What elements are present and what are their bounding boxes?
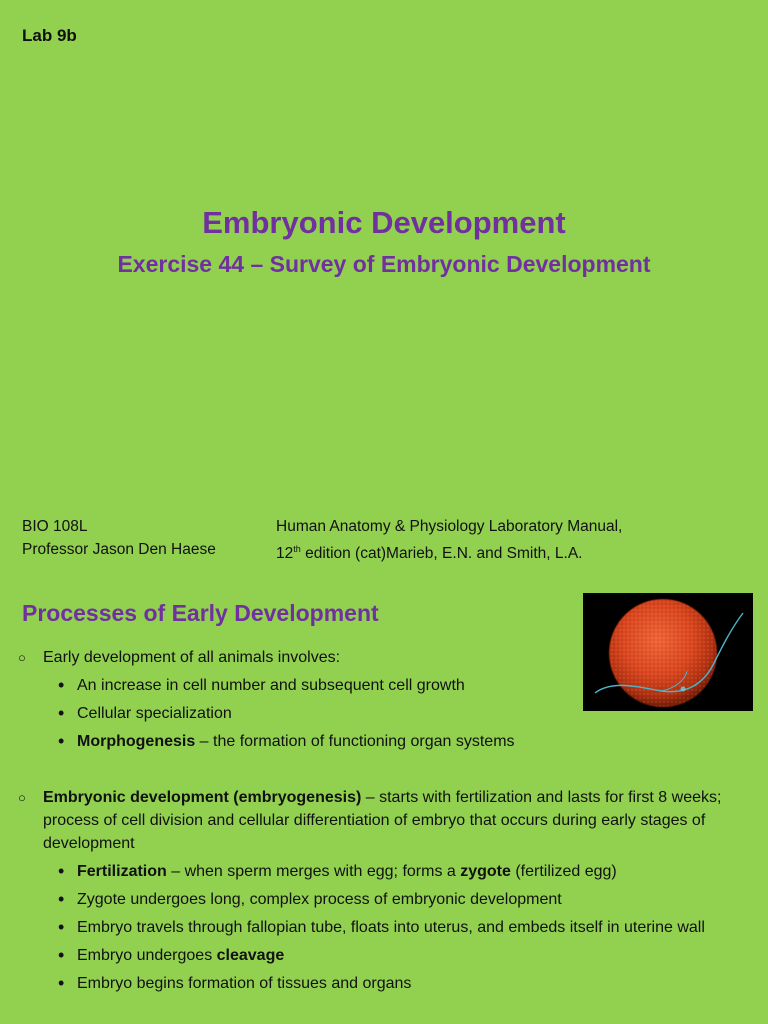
- spacer: [18, 753, 748, 786]
- edition-number: 12: [276, 545, 294, 563]
- dot-bullet-icon: •: [58, 675, 65, 695]
- section-heading: Processes of Early Development: [22, 600, 379, 626]
- bullet-text: Zygote undergoes long, complex process of embryonic development: [77, 891, 562, 908]
- page-title: Embryonic Development: [202, 205, 566, 240]
- page-subtitle: Exercise 44 – Survey of Embryonic Development: [117, 251, 651, 277]
- term-zygote: zygote: [460, 863, 511, 880]
- dot-bullet-icon: •: [58, 703, 65, 723]
- bullet-text: Early development of all animals involves:: [43, 649, 341, 666]
- list-item: [18, 860, 748, 883]
- dot-bullet-icon: •: [58, 917, 65, 937]
- bullet-text: – when sperm merges with egg; forms a: [166, 863, 461, 880]
- bullet-text: Cellular specialization: [77, 705, 232, 722]
- term-cleavage: cleavage: [216, 947, 285, 964]
- term-morphogenesis: Morphogenesis: [77, 733, 196, 750]
- term-embryonic-development: Embryonic development (embryogenesis): [43, 789, 362, 806]
- list-item: [18, 646, 748, 669]
- edition-suffix: th: [293, 544, 301, 554]
- dot-bullet-icon: •: [58, 889, 65, 909]
- dot-bullet-icon: •: [58, 973, 65, 993]
- list-item: [18, 972, 748, 995]
- circle-bullet-icon: ○: [18, 650, 26, 665]
- bullet-text: Embryo undergoes: [77, 947, 217, 964]
- list-item: [18, 786, 748, 855]
- bullet-text: (fertilized egg): [510, 863, 617, 880]
- list-item: [18, 702, 748, 725]
- professor-name: Professor Jason Den Haese: [22, 541, 216, 558]
- bullet-text: Embryo travels through fallopian tube, floats into uterus, and embeds itself in uterine wall: [77, 919, 705, 936]
- list-item: [18, 730, 748, 753]
- dot-bullet-icon: •: [58, 731, 65, 751]
- dot-bullet-icon: •: [58, 861, 65, 881]
- circle-bullet-icon: ○: [18, 790, 26, 805]
- list-item: [18, 888, 748, 911]
- bullet-text: – starts with fertilization and lasts for first 8 weeks; process of cell division and cellular differentiation of embryo that occurs during early stages of development: [43, 789, 722, 852]
- course-info: [22, 515, 216, 561]
- list-item: [18, 916, 748, 939]
- list-item: [18, 674, 748, 697]
- edition-authors: edition (cat)Marieb, E.N. and Smith, L.A.: [300, 545, 583, 563]
- bullet-text: Embryo begins formation of tissues and organs: [77, 975, 412, 992]
- list-item: [18, 944, 748, 967]
- lab-label: Lab 9b: [22, 26, 77, 45]
- manual-reference: [276, 515, 622, 565]
- bullet-text: An increase in cell number and subsequent cell growth: [77, 677, 465, 694]
- manual-title: Human Anatomy & Physiology Laboratory Manual,: [276, 518, 623, 535]
- bullet-text: – the formation of functioning organ systems: [195, 733, 515, 750]
- term-fertilization: Fertilization: [77, 863, 167, 880]
- course-code: BIO 108L: [22, 518, 88, 535]
- dot-bullet-icon: •: [58, 945, 65, 965]
- manual-edition: [276, 538, 622, 565]
- bullet-content: [18, 646, 748, 995]
